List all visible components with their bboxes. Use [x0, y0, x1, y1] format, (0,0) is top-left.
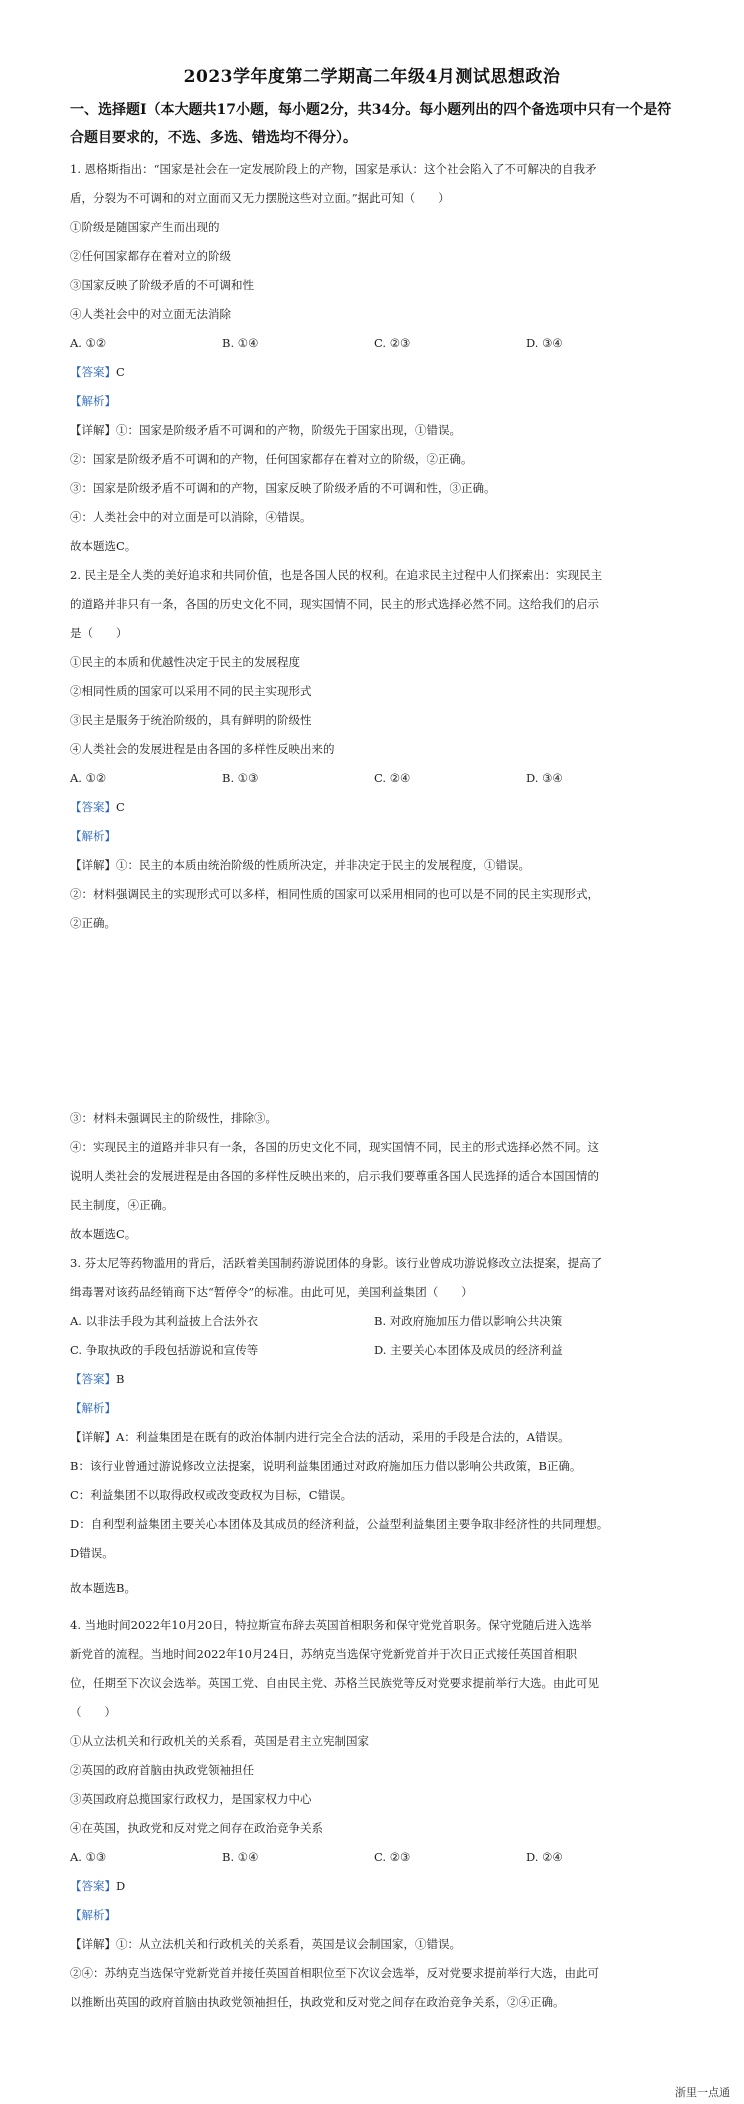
q2-stem-line-1: 2. 民主是全人类的美好追求和共同价值，也是各国人民的权利。在追求民主过程中人们探索出：实现民主 — [70, 568, 603, 582]
q2-statement-4: ④人类社会的发展进程是由各国的多样性反映出来的 — [70, 742, 335, 756]
q1-detail-4: ④：人类社会中的对立面是可以消除，④错误。 — [70, 510, 312, 524]
q2-detail-1: 【详解】①：民主的本质由统治阶级的性质所决定，并非决定于民主的发展程度，①错误。 — [70, 858, 530, 872]
answer-value: D — [116, 1879, 126, 1893]
q3-detail-3: C：利益集团不以取得政权或改变政权为目标，C错误。 — [70, 1488, 353, 1502]
q3-option-b: B. 对政府施加压力借以影响公共决策 — [374, 1314, 563, 1328]
q4-detail-1: 【详解】①：从立法机关和行政机关的关系看，英国是议会制国家，①错误。 — [70, 1937, 461, 1951]
q1-statement-2: ②任何国家都存在着对立的阶级 — [70, 249, 231, 263]
q4-statement-3: ③英国政府总揽国家行政权力，是国家权力中心 — [70, 1792, 312, 1806]
q1-stem-line-1: 1. 恩格斯指出：“国家是社会在一定发展阶段上的产物，国家是承认：这个社会陷入了不可解决的自我矛 — [70, 162, 597, 176]
q2-answer — [70, 799, 125, 815]
q3-option-a: A. 以非法手段为其利益披上合法外衣 — [70, 1314, 259, 1328]
q4-answer — [70, 1878, 125, 1894]
q4-option-d: D. ②④ — [526, 1850, 563, 1864]
q2-detail-2-cont: ②正确。 — [70, 916, 116, 930]
q1-option-c: C. ②③ — [374, 336, 411, 350]
q4-detail-2-cont: 以推断出英国的政府首脑由执政党领袖担任，执政党和反对党之间存在政治竞争关系，②④正确。 — [70, 1995, 565, 2009]
q3-stem-line-1: 3. 芬太尼等药物滥用的背后，活跃着美国制药游说团体的身影。该行业曾成功游说修改立法提案，提高了 — [70, 1256, 603, 1270]
q4-stem-line-2: 新党首的流程。当地时间2022年10月24日，苏纳克当选保守党新党首并于次日正式接任英国首相职 — [70, 1647, 578, 1661]
q4-analysis-tag: 【解析】 — [70, 1908, 116, 1922]
q4-option-b: B. ①④ — [222, 1850, 259, 1864]
answer-tag: 【答案】 — [70, 1372, 116, 1386]
answer-tag: 【答案】 — [70, 800, 116, 814]
q1-option-a: A. ①② — [70, 336, 107, 350]
q2-statement-2: ②相同性质的国家可以采用不同的民主实现形式 — [70, 684, 312, 698]
q1-conclusion: 故本题选C。 — [70, 539, 137, 553]
q1-answer — [70, 364, 125, 380]
q4-statement-1: ①从立法机关和行政机关的关系看，英国是君主立宪制国家 — [70, 1734, 369, 1748]
answer-tag: 【答案】 — [70, 365, 116, 379]
q2-detail-4-cont-2: 民主制度，④正确。 — [70, 1198, 174, 1212]
q4-stem-line-4: （ ） — [70, 1705, 116, 1719]
q1-stem-line-2: 盾，分裂为不可调和的对立面而又无力摆脱这些对立面。”据此可知（ ） — [70, 191, 450, 205]
q2-option-d: D. ③④ — [526, 771, 563, 785]
q3-detail-1: 【详解】A：利益集团是在既有的政治体制内进行完全合法的活动，采用的手段是合法的，A错误。 — [70, 1430, 570, 1444]
q1-option-d: D. ③④ — [526, 336, 563, 350]
q4-option-a: A. ①③ — [70, 1850, 107, 1864]
q1-option-b: B. ①④ — [222, 336, 259, 350]
q2-detail-2: ②：材料强调民主的实现形式可以多样，相同性质的国家可以采用相同的也可以是不同的民主实现形式， — [70, 887, 599, 901]
q1-analysis-tag: 【解析】 — [70, 394, 116, 408]
q2-detail-4: ④：实现民主的道路并非只有一条，各国的历史文化不同，现实国情不同，民主的形式选择必然不同。这 — [70, 1140, 599, 1154]
q3-answer — [70, 1371, 124, 1387]
q3-option-d: D. 主要关心本团体及成员的经济利益 — [374, 1343, 563, 1357]
answer-value: C — [116, 365, 125, 379]
q3-stem-line-2: 缉毒署对该药品经销商下达“暂停令”的标准。由此可见，美国利益集团（ ） — [70, 1285, 473, 1299]
q4-stem-line-1: 4. 当地时间2022年10月20日，特拉斯宣布辞去英国首相职务和保守党党首职务。保守党随后进入选举 — [70, 1618, 592, 1632]
q4-statement-2: ②英国的政府首脑由执政党领袖担任 — [70, 1763, 254, 1777]
q4-option-c: C. ②③ — [374, 1850, 411, 1864]
q3-detail-4-cont: D错误。 — [70, 1546, 114, 1560]
q4-detail-2: ②④：苏纳克当选保守党新党首并接任英国首相职位至下次议会选举，反对党要求提前举行大选，由此可 — [70, 1966, 599, 1980]
q1-detail-2: ②：国家是阶级矛盾不可调和的产物，任何国家都存在着对立的阶级，②正确。 — [70, 452, 473, 466]
answer-value: B — [116, 1372, 125, 1386]
q3-option-c: C. 争取执政的手段包括游说和宣传等 — [70, 1343, 259, 1357]
q3-detail-4: D：自利型利益集团主要关心本团体及其成员的经济利益，公益型利益集团主要争取非经济性的共同理想。 — [70, 1517, 609, 1531]
answer-value: C — [116, 800, 125, 814]
q2-stem-line-2: 的道路并非只有一条，各国的历史文化不同，现实国情不同，民主的形式选择必然不同。这给我们的启示 — [70, 597, 599, 611]
q2-statement-3: ③民主是服务于统治阶级的，具有鲜明的阶级性 — [70, 713, 312, 727]
q4-stem-line-3: 位，任期至下次议会选举。英国工党、自由民主党、苏格兰民族党等反对党要求提前举行大选。由此可见 — [70, 1676, 599, 1690]
q2-option-b: B. ①③ — [222, 771, 259, 785]
footer-watermark: 浙里一点通 — [675, 2086, 730, 2099]
q2-stem-line-3: 是（ ） — [70, 626, 128, 640]
q2-option-c: C. ②④ — [374, 771, 411, 785]
q2-detail-4-cont: 说明人类社会的发展进程是由各国的多样性反映出来的，启示我们要尊重各国人民选择的适合本国国情的 — [70, 1169, 599, 1183]
q4-statement-4: ④在英国，执政党和反对党之间存在政治竞争关系 — [70, 1821, 323, 1835]
answer-tag: 【答案】 — [70, 1879, 116, 1893]
q1-statement-3: ③国家反映了阶级矛盾的不可调和性 — [70, 278, 254, 292]
section-heading: 一、选择题Ⅰ（本大题共17小题，每小题2分，共34分。每小题列出的四个备选项中只有一个是符合题目要求的，不选、多选、错选均不得分）。 — [70, 102, 672, 146]
q3-conclusion: 故本题选B。 — [70, 1581, 136, 1595]
q2-detail-3: ③：材料未强调民主的阶级性，排除③。 — [70, 1111, 277, 1125]
q2-conclusion: 故本题选C。 — [70, 1227, 137, 1241]
q2-analysis-tag: 【解析】 — [70, 829, 116, 843]
q3-analysis-tag: 【解析】 — [70, 1401, 116, 1415]
q1-statement-1: ①阶级是随国家产生而出现的 — [70, 220, 220, 234]
q1-detail-1: 【详解】①：国家是阶级矛盾不可调和的产物，阶级先于国家出现，①错误。 — [70, 423, 461, 437]
q1-statement-4: ④人类社会中的对立面无法消除 — [70, 307, 231, 321]
q2-statement-1: ①民主的本质和优越性决定于民主的发展程度 — [70, 655, 300, 669]
q3-detail-2: B：该行业曾通过游说修改立法提案，说明利益集团通过对政府施加压力借以影响公共政策，B正确。 — [70, 1459, 582, 1473]
q2-option-a: A. ①② — [70, 771, 107, 785]
q1-detail-3: ③：国家是阶级矛盾不可调和的产物，国家反映了阶级矛盾的不可调和性，③正确。 — [70, 481, 496, 495]
exam-title: 2023学年度第二学期高二年级4月测试思想政治 — [183, 67, 561, 87]
